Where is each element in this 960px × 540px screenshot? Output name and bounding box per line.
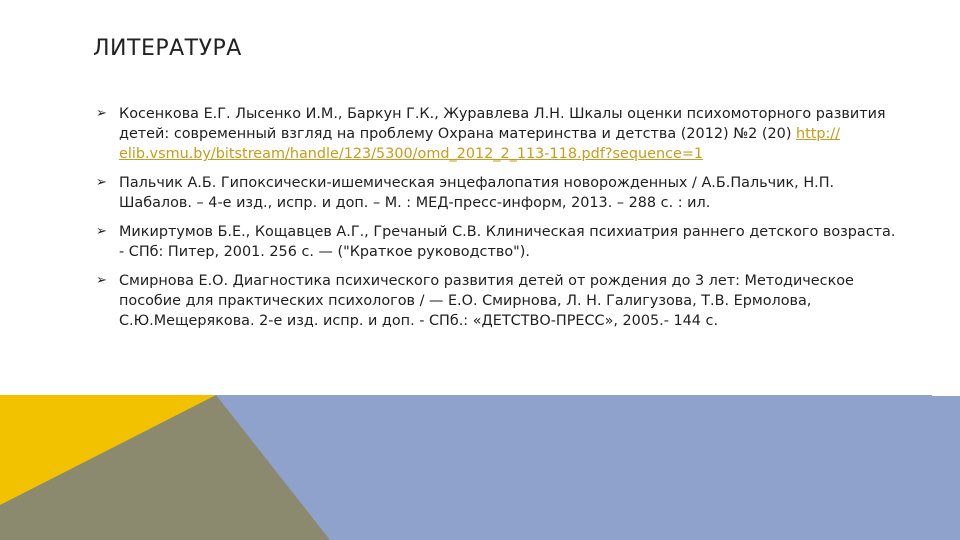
arrow-bullet-icon: ➢ — [96, 224, 107, 239]
reference-text: Смирнова Е.О. Диагностика психического развития детей от рождения до 3 лет: Методическое пособие для практических психологов / — Е.О. Смирнова, Л. Н. Галигузова, Т.В. Ермолова, С.Ю.Мещерякова. 2-е изд. испр. и доп. - СПб.: «ДЕТСТВО-ПРЕСС», 2005.- 144 с. — [119, 273, 854, 329]
reference-link[interactable]: http:// elib.vsmu.by/bitstream/handle/123/5300/omd_2012_2_113-118.pdf?sequence=1 — [119, 126, 841, 162]
reference-list — [96, 104, 896, 340]
arrow-bullet-icon: ➢ — [96, 175, 107, 190]
reference-item — [96, 173, 896, 213]
arrow-bullet-icon: ➢ — [96, 273, 107, 288]
arrow-bullet-icon: ➢ — [96, 106, 107, 121]
slide-title: ЛИТЕРАТУРА — [93, 36, 242, 61]
decorative-footer-shapes — [0, 395, 960, 540]
reference-text: Пальчик А.Б. Гипоксически-ишемическая энцефалопатия новорожденных / А.Б.Пальчик, Н.П. Шабалов. – 4-е изд., испр. и доп. – М. : МЕД-пресс-информ, 2013. – 288 с. : ил. — [119, 175, 835, 211]
reference-text: Микиртумов Б.Е., Кощавцев А.Г., Гречаный С.В. Клиническая психиатрия раннего детского возраста. - СПб: Питер, 2001. 256 с. — ("Краткое руководство"). — [119, 224, 896, 260]
footer-white-corner — [932, 395, 960, 396]
reference-item — [96, 104, 896, 164]
reference-item — [96, 222, 896, 262]
reference-item — [96, 271, 896, 331]
reference-text: Косенкова Е.Г. Лысенко И.М., Баркун Г.К., Журавлева Л.Н. Шкалы оценки психомоторного развития детей: современный взгляд на проблему Охрана материнства и детства (2012) №2 (20) — [119, 106, 886, 142]
